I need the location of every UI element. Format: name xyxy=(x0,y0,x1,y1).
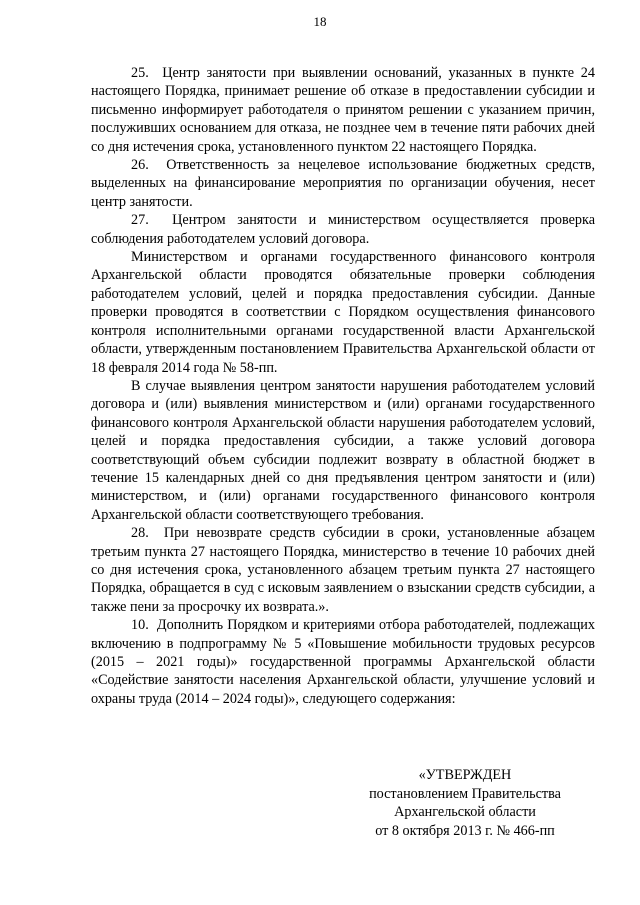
paragraph-item-26: 26. Ответственность за нецелевое использование бюджетных средств, выделенных на финансирование мероприятия по организации обучения, несет центр занятости. xyxy=(91,157,595,210)
paragraph-item-10: 10. Дополнить Порядком и критериями отбора работодателей, подлежащих включению в подпрограмму № 5 «Повышение мобильности трудовых ресурсов (2015 – 2021 годы)» государственной программы Архангельской области «Содействие занятости населения Архангельской области, улучшение условий и охраны труда (2014 – 2024 годы)», следующего содержания: xyxy=(91,617,595,707)
approval-line-date: от 8 октября 2013 г. № 466-пп xyxy=(375,822,555,839)
paragraph-item-25: 25. Центр занятости при выявлении оснований, указанных в пункте 24 настоящего Порядка, принимает решение об отказе в предоставлении субсидии и письменно информирует работодателя о принятом решении с указанием причин, послуживших основанием для отказа, не позднее чем в течение пяти рабочих дней со дня истечения срока, установленного пунктом 22 настоящего Порядка. xyxy=(91,65,595,155)
paragraph-item-27: 27. Центром занятости и министерством осуществляется проверка соблюдения работодателем условий договора. xyxy=(91,212,595,247)
approval-line-decree: постановлением Правительства xyxy=(369,785,561,802)
approval-line-region: Архангельской области xyxy=(394,804,536,821)
approval-stamp-block xyxy=(300,766,630,840)
page-number: 18 xyxy=(313,14,327,29)
paragraph-violations: В случае выявления центром занятости нарушения работодателем условий договора и (или) выявления министерством и (или) органами государственного финансового контроля Архангельской области нарушения работодателем условий, целей и порядка предоставления субсидии, а также условий договора соответствующий объем субсидии подлежит возврату в областной бюджет в течение 15 календарных дней со дня предъявления центром занятости и (или) министерством, и (или) органами государственного финансового контроля Архангельской области соответствующего требования. xyxy=(91,377,595,523)
approval-heading: «УТВЕРЖДЕН xyxy=(418,767,512,783)
paragraph-inspections: Министерством и органами государственного финансового контроля Архангельской области проводятся обязательные проверки соблюдения работодателем условий, целей и порядка предоставления субсидии. Данные проверки проводятся в соответствии с Порядком осуществления финансового контроля исполнительными органами государственной власти Архангельской области, утвержденным постановлением Правительства Архангельской области от 18 февраля 2014 года № 58-пп. xyxy=(91,249,595,376)
paragraph-item-28: 28. При невозврате средств субсидии в сроки, установленные абзацем третьим пункта 27 настоящего Порядка, министерство в течение 10 рабочих дней со дня истечения срока, установленного абзацем третьим пункта 27 настоящего Порядка, обращается в суд с исковым заявлением о взыскании средств субсидии, а также пени за просрочку их возврата.». xyxy=(91,525,595,615)
document-body xyxy=(91,64,595,708)
